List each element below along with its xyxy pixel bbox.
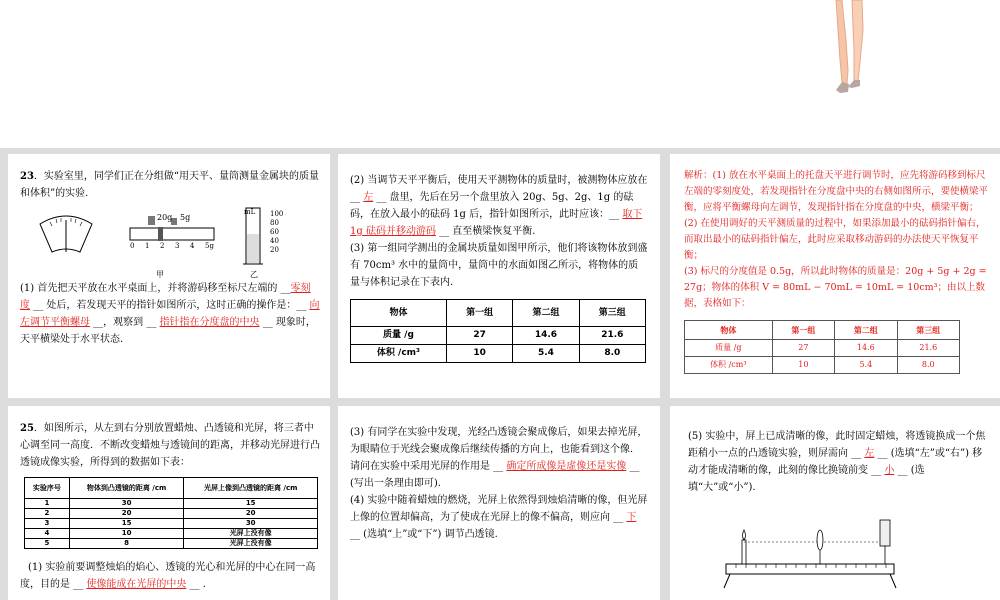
text: (1) 首先把天平放在水平桌面上，并将游码移至标尺左端的 __ [20, 283, 291, 294]
panel-question-25-cont [338, 406, 660, 600]
answer-adjust-nut: 向左调节平衡螺母 [20, 300, 320, 328]
table-cell: 质量 /g [685, 340, 773, 357]
table-cell: 5 [25, 539, 70, 549]
table-cell: 30 [69, 499, 184, 509]
table-cell: 体积 /cm³ [685, 357, 773, 374]
text: (5) 实验中，屏上已成清晰的像，此时固定蜡烛，将透镜换成一个焦距稍小一点的凸透镜实验，则屏需向 __ [688, 431, 986, 459]
analysis-table [684, 320, 960, 374]
ruler-tick-labels [130, 242, 214, 250]
text: __ (选填“左”或“右”) 移动才能成清晰的像，此刻的像比换镜前变 __ [688, 448, 983, 476]
table-cell: 4 [25, 529, 70, 539]
text: __ 处后，若发现天平的指针如图所示，这时正确的操作是：__ [30, 300, 310, 311]
table-cell: 27 [446, 327, 512, 345]
table-header-row [685, 321, 960, 340]
table-cell: 3 [25, 519, 70, 529]
cylinder-unit-label: mL [244, 208, 256, 216]
question-25-part5 [688, 428, 990, 496]
text: __ 现象时，天平横梁处于水平状态. [20, 317, 316, 345]
figure-jia-label: 甲 [156, 270, 164, 279]
lens-data-table [24, 477, 318, 549]
table-cell: 8 [69, 539, 184, 549]
weights-and-ruler-diagram [128, 212, 218, 257]
cylinder-tick: 60 [270, 228, 279, 236]
table-row [25, 519, 318, 529]
analysis-text [684, 168, 990, 264]
weight-5g-label: 5g [180, 213, 191, 222]
question-number: 23 [20, 171, 34, 182]
ruler-tick: 4 [190, 242, 195, 250]
top-slide-strip [0, 0, 1000, 148]
intro-text: ．实验室里，同学们正在分组做“用天平、量筒测量金属块的质量和体积”的实验. [20, 171, 320, 199]
answer-pointer-center: 指针指在分度盘的中央 [159, 317, 260, 328]
analysis-text-calc: (3) 标尺的分度值是 0.5g，所以此时物体的质量是：20g + 5g + 2g = 27g；物体的体积 V = 80mL − 70mL = 10mL = 10cm³；由以上数据，表格如下： [684, 266, 987, 309]
table-cell: 10 [446, 345, 512, 363]
table-header-row [25, 478, 318, 499]
panel-question-25-part5 [670, 406, 1000, 600]
text: __ . [186, 579, 206, 590]
ruler-tick: 2 [160, 242, 165, 250]
table-cell: 光屏上没有像 [184, 539, 318, 549]
panel-question-23-cont [338, 154, 660, 398]
table-cell: 光屏上没有像 [184, 529, 318, 539]
table-cell: 1 [25, 499, 70, 509]
table-header: 光屏上像到凸透镜的距离 /cm [184, 478, 318, 499]
text: __ (选填“上”或“下”) 调节凸透镜. [350, 529, 498, 540]
table-cell: 14.6 [835, 340, 897, 357]
answer-zero-mark: 零刻度 [20, 283, 311, 311]
question-25-part1 [20, 559, 320, 593]
cylinder-tick: 40 [270, 237, 279, 245]
answer-image-center: 使像能成在光屏的中央 [86, 579, 187, 590]
mass-volume-table [350, 299, 646, 363]
table-header: 第三组 [579, 300, 645, 327]
question-25-part3 [350, 424, 648, 492]
table-cell: 2 [25, 509, 70, 519]
table-row [25, 509, 318, 519]
table-header: 第三组 [897, 321, 959, 340]
table-cell: 20 [184, 509, 318, 519]
ruler-tick: 1 [145, 242, 150, 250]
answer-remove-weight: 取下 1g 砝码并移动游码 [350, 209, 643, 237]
text: __ (选填“大”或“小”). [688, 465, 925, 493]
table-row [25, 539, 318, 549]
question-23-part1 [20, 280, 320, 348]
cylinder-tick: 20 [270, 246, 279, 254]
table-header: 物体 [685, 321, 773, 340]
text: (2) 当调节天平平衡后，使用天平测物体的质量时，被测物体应放在 __ [350, 175, 648, 203]
text: __ (写出一条理由即可). [350, 461, 640, 489]
answer-left: 左 [864, 448, 875, 459]
table-cell: 15 [69, 519, 184, 529]
analysis-label: 解析： [684, 170, 713, 181]
answer-direction-down: 下 [626, 512, 637, 523]
question-23-part2 [350, 172, 648, 240]
figure-legs-illustration [0, 0, 1000, 148]
table-header: 第一组 [772, 321, 834, 340]
intro-text: ．如图所示，从左到右分别放置蜡烛、凸透镜和光屏，将三者中心调至同一高度．不断改变蜡烛与透镜间的距离，并移动光屏进行凸透镜成像实验，所得到的数据如下表： [20, 423, 320, 468]
table-header: 物体到凸透镜的距离 /cm [69, 478, 184, 499]
table-cell: 体积 /cm³ [351, 345, 447, 363]
weight-20g-label: 20g [157, 213, 173, 222]
panel-analysis [670, 154, 1000, 398]
question-number: 25 [20, 423, 34, 434]
table-cell: 5.4 [835, 357, 897, 374]
ruler-tick: 3 [175, 242, 180, 250]
text: (1) 实验前要调整烛焰的焰心、透镜的光心和光屏的中心在同一高度，目的是 __ [20, 562, 316, 590]
table-header: 第二组 [835, 321, 897, 340]
question-23-intro [20, 168, 320, 202]
figure-balance-row [20, 206, 320, 278]
table-row [25, 529, 318, 539]
text: __，观察到 __ [90, 317, 160, 328]
table-cell: 21.6 [579, 327, 645, 345]
ruler-tick: 5g [205, 242, 214, 250]
table-row [351, 345, 646, 363]
table-cell: 30 [184, 519, 318, 529]
text: (3) 有同学在实验中发现，光经凸透镜会聚成像后，如果去掉光屏，为眼睛位于光线会聚成像后继续传播的方向上，也能看到这个像．请问在实验中采用光屏的作用是 __ [350, 427, 648, 472]
panel-question-23 [8, 154, 330, 398]
table-cell: 10 [772, 357, 834, 374]
table-cell: 5.4 [513, 345, 579, 363]
answer-left-pan: 左 [363, 192, 374, 203]
cylinder-tick: 80 [270, 219, 279, 227]
table-cell: 21.6 [897, 340, 959, 357]
table-cell: 27 [772, 340, 834, 357]
table-cell: 8.0 [579, 345, 645, 363]
table-header: 实验序号 [25, 478, 70, 499]
text: (4) 实验中随着蜡烛的燃烧，光屏上依然得到烛焰清晰的像，但光屏上像的位置却偏高，为了使成在光屏上的像不偏高，则应向 __ [350, 495, 648, 523]
text: (1) 放在水平桌面上的托盘天平进行调节时，应先将游码移到标尺左端的零刻度处，若发现指针在分度盘中央的右侧如图所示，要使横梁平衡，应将平衡螺母向左调节，发现指针指在分度盘的中央，横梁平衡；(2) 在使用调好的天平测质量的过程中，如果添加最小的砝码指针偏右，而取出最小的砝码指针偏左，此时应采取移动游码的办法使天平恢复平衡； [684, 170, 989, 261]
answer-smaller: 小 [884, 465, 895, 476]
table-header-row [351, 300, 646, 327]
text: __ 直至横梁恢复平衡. [435, 226, 536, 237]
table-row [351, 327, 646, 345]
balance-scale-dial-icon [36, 210, 96, 260]
table-cell: 质量 /g [351, 327, 447, 345]
text: __ 盘里，先后在另一个盘里放入 20g、5g、2g、1g 的砝码，在放入最小的砝码 1g 后，指针如图所示，此时应该：__ [350, 192, 634, 220]
table-cell: 8.0 [897, 357, 959, 374]
question-23-part3: (3) 第一组同学测出的金属块质量如图甲所示，他们将该物体放到盛有 70cm³ 水中的量筒中，量筒中的水面如图乙所示，将物体的质量与体积记录在下表内. [350, 243, 648, 288]
table-header: 第一组 [446, 300, 512, 327]
table-row [25, 499, 318, 509]
question-25-part4 [350, 492, 648, 543]
table-row [685, 340, 960, 357]
table-cell: 20 [69, 509, 184, 519]
question-25-intro [20, 420, 320, 471]
cylinder-tick-labels [270, 210, 283, 255]
ruler-tick: 0 [130, 242, 135, 250]
table-cell: 15 [184, 499, 318, 509]
answer-screen-purpose: 确定所成像是虚像还是实像 [506, 461, 627, 472]
figure-yi-label: 乙 [250, 270, 258, 279]
cylinder-tick: 100 [270, 210, 284, 218]
optical-bench-diagram [720, 512, 900, 592]
table-header: 物体 [351, 300, 447, 327]
table-cell: 14.6 [513, 327, 579, 345]
panel-question-25 [8, 406, 330, 600]
table-header: 第二组 [513, 300, 579, 327]
table-cell: 10 [69, 529, 184, 539]
table-row [685, 357, 960, 374]
